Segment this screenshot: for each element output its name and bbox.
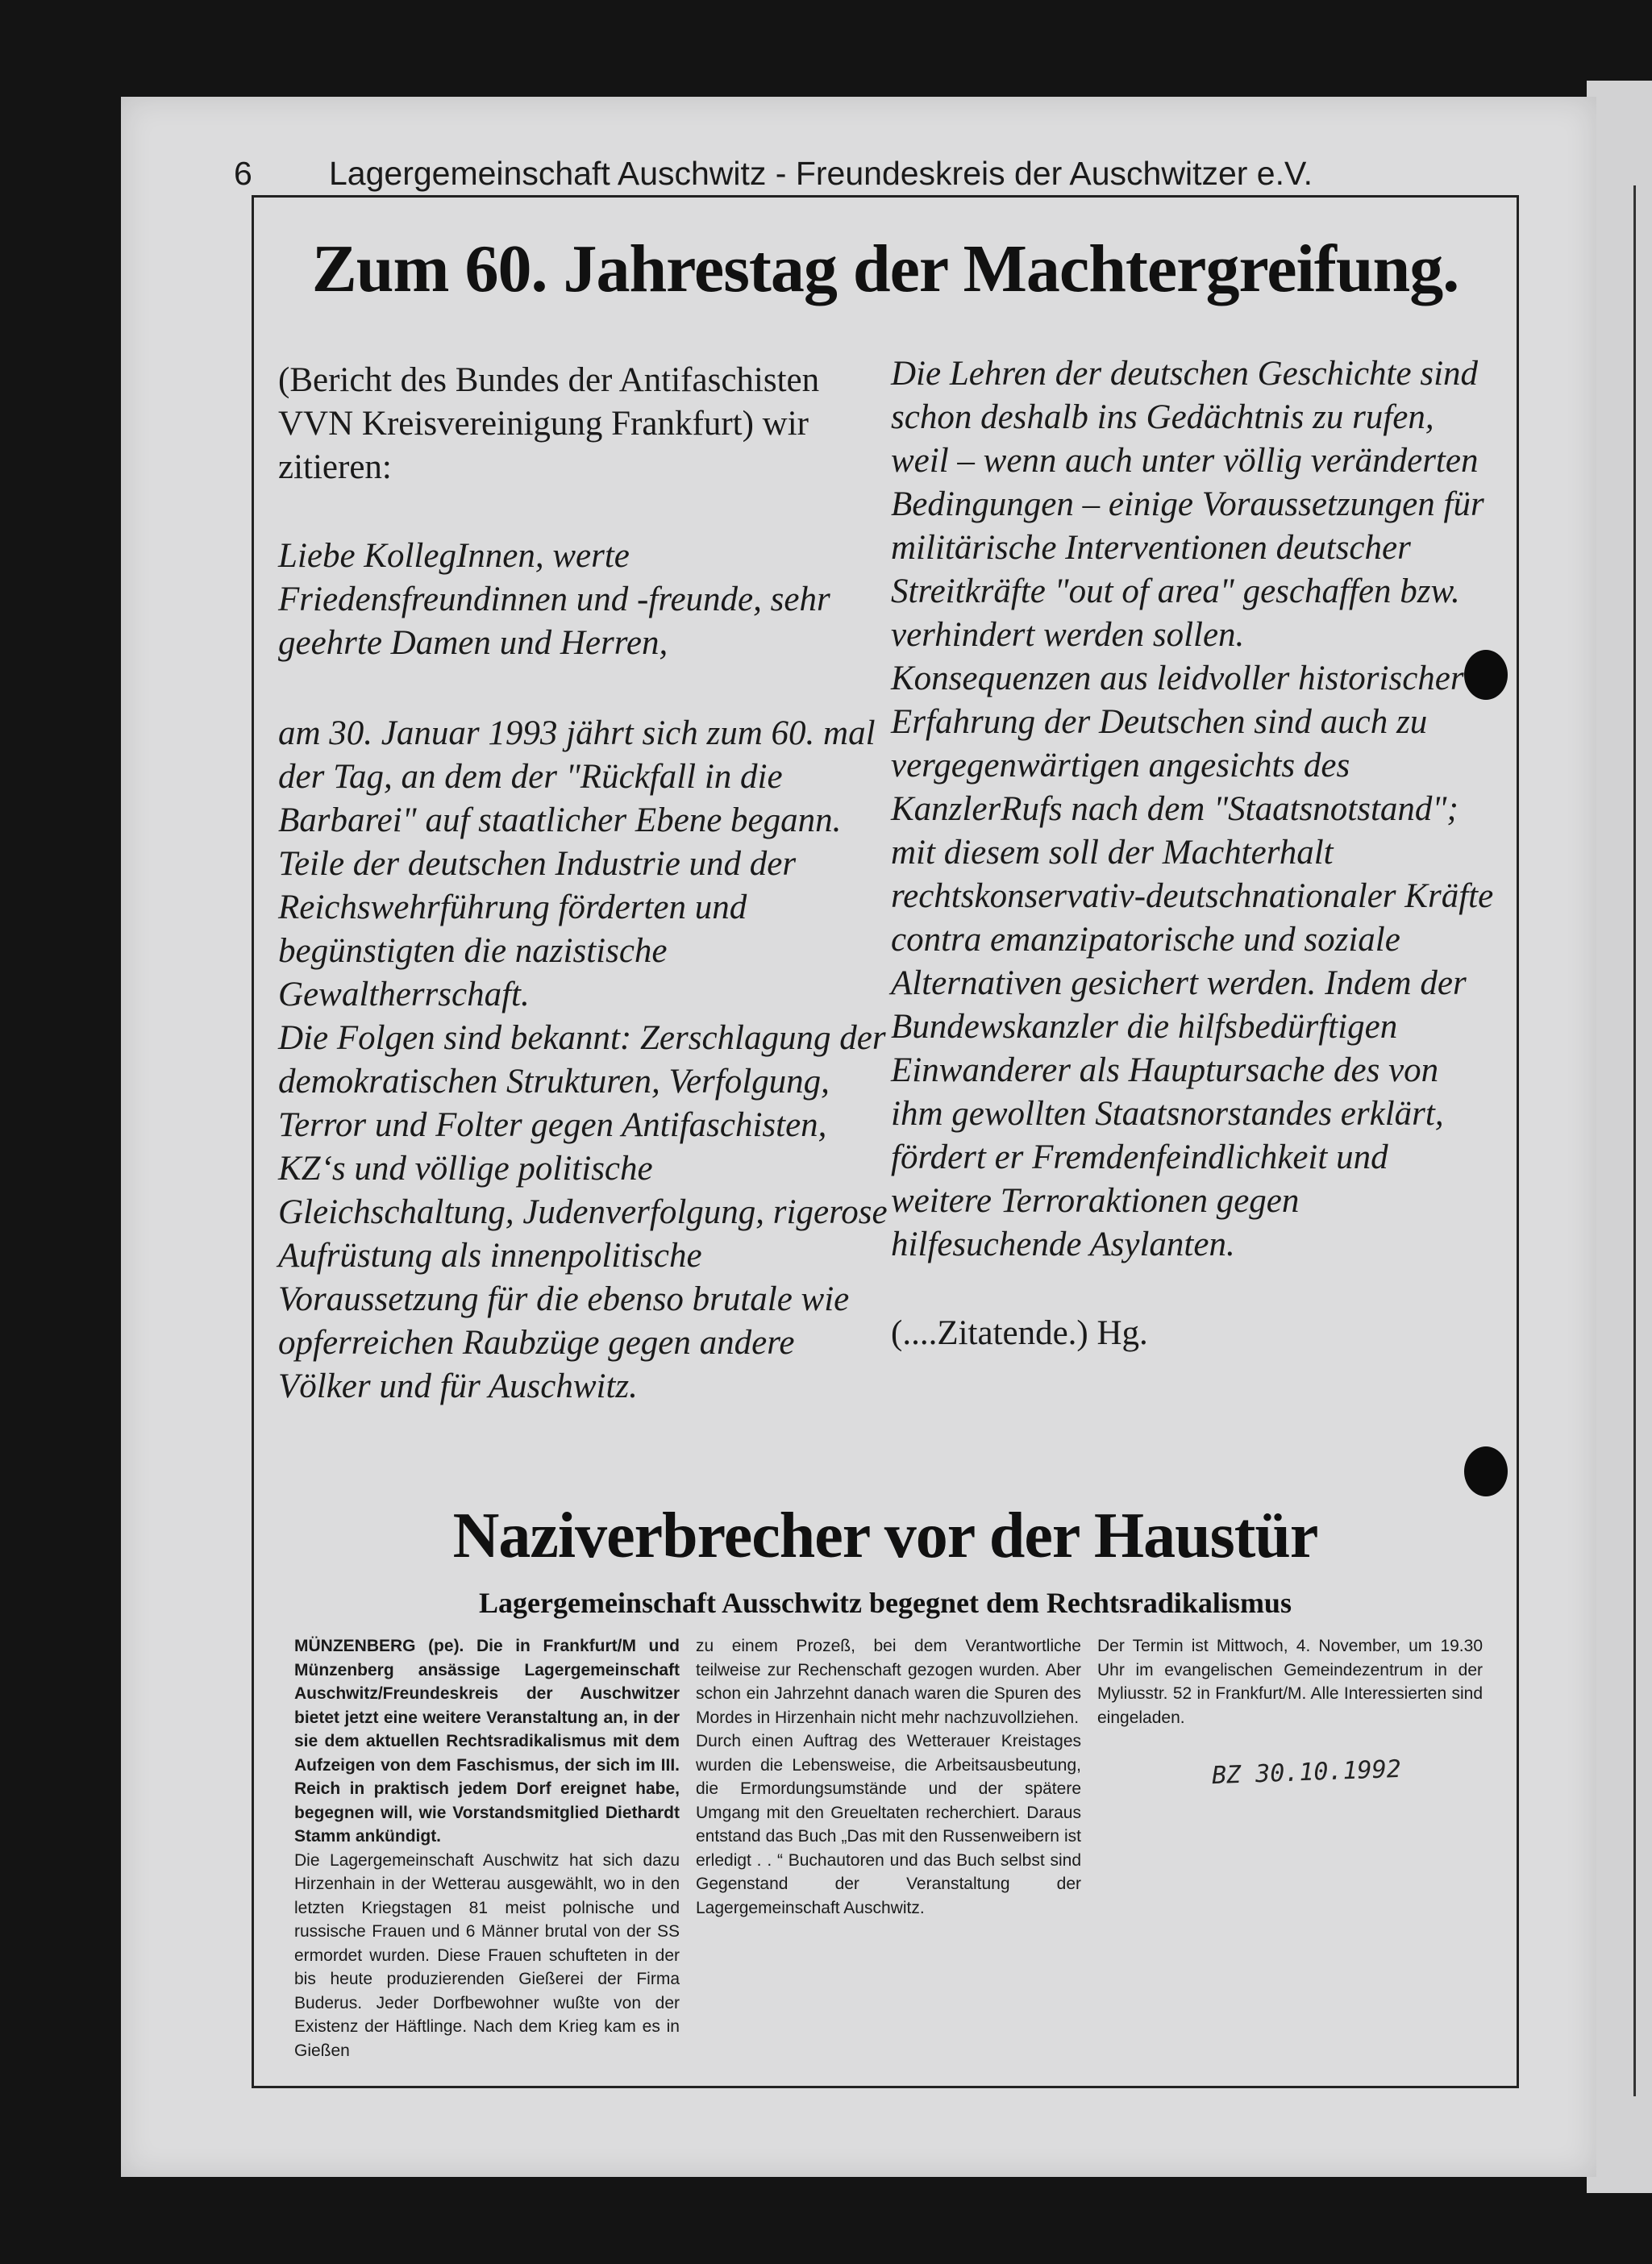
article2-headline: Naziverbrecher vor der Haustür <box>452 1500 1318 1571</box>
document-page <box>121 97 1596 2177</box>
article1-intro: (Bericht des Bundes der Antifaschisten VVN Kreisvereinigung Frankfurt) wir zitieren: <box>278 361 820 486</box>
binder-hole <box>1464 650 1508 700</box>
running-header <box>234 155 1556 200</box>
adjacent-page-edge <box>1587 81 1652 2193</box>
binder-hole <box>1464 1446 1508 1496</box>
adjacent-page-frame-line <box>1633 185 1636 2096</box>
article2-lead: MÜNZENBERG (pe). Die in Frankfurt/M und Münzenberg ansässige Lagergemeinschaft Auschwitz/Freundeskreis der Auschwitzer bietet jetzt eine weitere Veranstaltung an, in der sie dem aktuellen Rechtsradikalismus mit dem Aufzeigen von dem Faschismus, der sich im III. Reich in praktisch jedem Dorf ereignet habe, begegnen will, wie Vorstandsmitglied Diethardt Stamm ankündigt. <box>294 1637 680 1846</box>
handwritten-source-note: BZ 30.10.1992 <box>1211 1754 1402 1791</box>
article1-title: Zum 60. Jahrestag der Machtergreifung. <box>311 231 1459 306</box>
article1-right-column <box>891 352 1496 1355</box>
article-frame <box>252 195 1519 2088</box>
article2-column-1 <box>294 1634 680 2062</box>
article1-paragraph: Die Folgen sind bekannt: Zerschlagung der demokratischen Strukturen, Verfolgung, Terror und Folter gegen Antifaschisten, KZ‘s und völlige politische Gleichschaltung, Judenverfolgung, rigerose Aufrüstung als innenpolitische Voraussetzung für die ebenso brutale wie opferreichen Raubzüge gegen andere Völker und für Auschwitz. <box>278 1019 888 1405</box>
article2-paragraph: Die Lagergemeinschaft Auschwitz hat sich dazu Hirzenhain in der Wetterau ausgewählt, wo in den letzten Kriegstagen 81 meist polnische und russische Frauen und 6 Männer brutal von der SS ermordet wurden. Diese Frauen schufteten in der bis heute produzierenden Gießerei der Firma Buderus. Jeder Dorfbewohner wußte von der Existenz der Häftlinge. Nach dem Krieg kam es in Gießen <box>294 1850 680 2060</box>
article1-paragraph: Konsequenzen aus leidvoller historischer Erfahrung der Deutschen sind auch zu vergegenwärtigen angesichts des KanzlerRufs nach dem "Staatsnotstand"; mit diesem soll der Machterhalt rechtskonservativ-deutschnationaler Kräfte contra emanzipatorische und soziale Alternativen gesichert werden. Indem der Bundewskanzler die hilfsbedürftigen Einwanderer als Hauptursache des von ihm gewollten Staatsnorstandes erklärt, fördert er Fremdenfeindlichkeit und weitere Terroraktionen gegen hilfesuchende Asylanten. <box>891 660 1494 1263</box>
article1-salutation: Liebe KollegInnen, werte Friedensfreundinnen und -freunde, sehr geehrte Damen und Herren, <box>278 537 830 662</box>
article2-paragraph: Durch einen Auftrag des Wetterauer Kreistages wurden die Lebensweise, die Arbeitsausbeutung, die Ermordungsumstände und der spätere Umgang mit den Greueltaten recherchiert. Daraus entstand das Buch „Das mit den Russenweibern ist erledigt . . “ Buchautoren und das Buch selbst sind Gegenstand der Veranstaltung der Lagergemeinschaft Auschwitz. <box>696 1732 1081 1917</box>
article2-column-2 <box>696 1634 1081 1920</box>
article2-paragraph: zu einem Prozeß, bei dem Verantwortliche teilweise zur Rechenschaft gezogen wurden. Aber schon ein Jahrzehnt danach waren die Spuren des Mordes in Hirzenhain nicht mehr nachzuvollziehen. <box>696 1637 1081 1727</box>
article1-signoff: (....Zitatende.) Hg. <box>891 1314 1148 1352</box>
article2-column-3 <box>1097 1634 1483 1729</box>
article2-subheadline: Lagergemeinschaft Ausschwitz begegnet dem Rechtsradikalismus <box>479 1587 1292 1619</box>
masthead-title: Lagergemeinschaft Auschwitz - Freundeskreis der Auschwitzer e.V. <box>329 155 1313 192</box>
article1-paragraph: Die Lehren der deutschen Geschichte sind schon deshalb ins Gedächtnis zu rufen, weil – wenn auch unter völlig veränderten Bedingungen – einige Voraussetzungen für militärische Interventionen deutscher Streitkräfte "out of area" geschaffen bzw. verhindert werden sollen. <box>891 355 1484 654</box>
article2-event-info: Der Termin ist Mittwoch, 4. November, um 19.30 Uhr im evangelischen Gemeindezentrum in der Myliusstr. 52 in Frankfurt/M. Alle Interessierten sind eingeladen. <box>1097 1637 1483 1727</box>
article1-paragraph: am 30. Januar 1993 jährt sich zum 60. mal der Tag, an dem der "Rückfall in die Barbarei" auf staatlicher Ebene begann. Teile der deutschen Industrie und der Reichswehrführung förderten und begünstigten die nazistische Gewaltherrschaft. <box>278 714 876 1013</box>
article1-left-column <box>278 359 891 1409</box>
page-number: 6 <box>234 155 252 192</box>
